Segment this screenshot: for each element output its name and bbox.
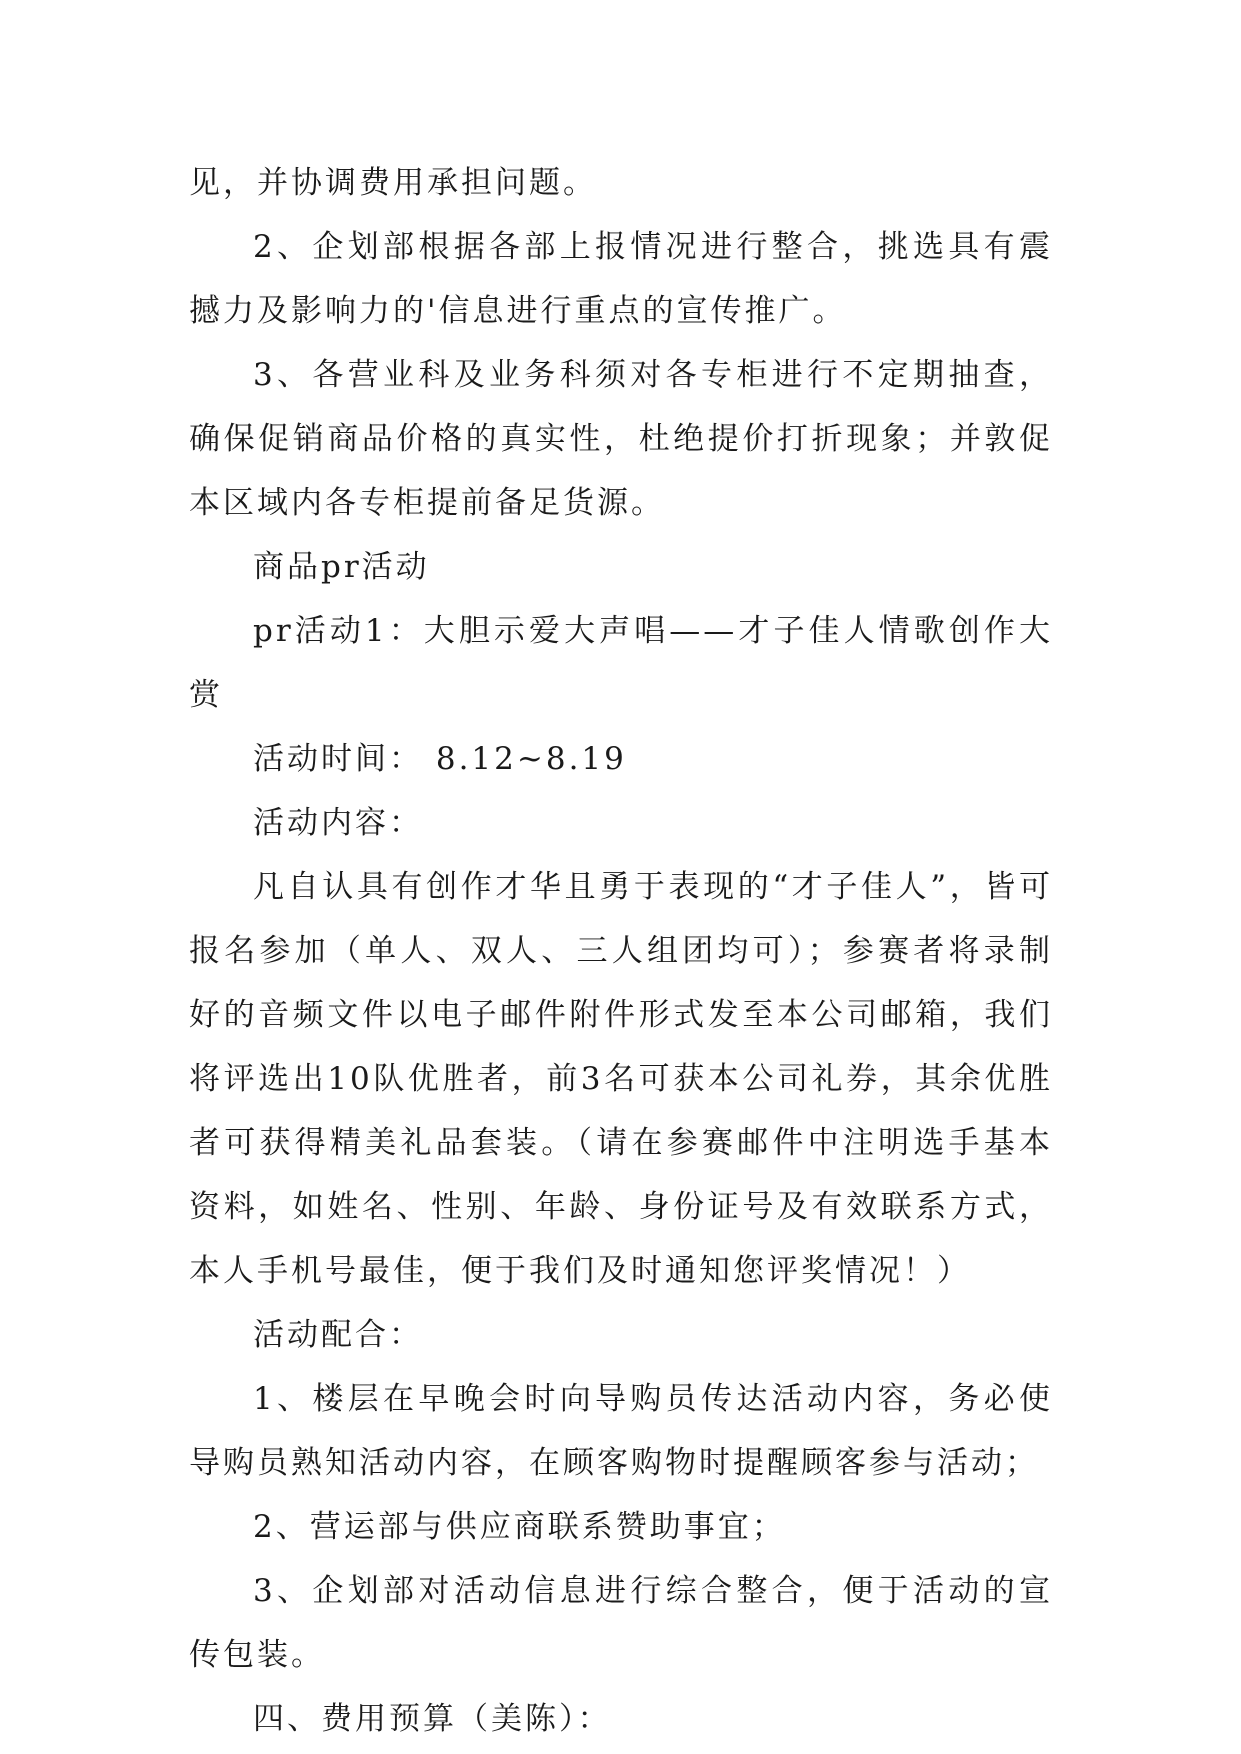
section-heading: 商品pr活动 xyxy=(253,549,430,585)
activity-coordination-label: 活动配合： xyxy=(253,1317,423,1353)
document-body xyxy=(189,151,1053,1751)
paragraph: 3、各营业科及业务科须对各专柜进行不定期抽查，确保促销商品价格的真实性，杜绝提价打折现象；并敦促本区域内各专柜提前备足货源。 xyxy=(189,357,1053,521)
paragraph: 凡自认具有创作才华且勇于表现的“才子佳人”，皆可报名参加（单人、双人、三人组团均可）；参赛者将录制好的音频文件以电子邮件附件形式发至本公司邮箱，我们将评选出10队优胜者，前3名可获本公司礼券，其余优胜者可获得精美礼品套装。（请在参赛邮件中注明选手基本资料，如姓名、性别、年龄、身份证号及有效联系方式，本人手机号最佳，便于我们及时通知您评奖情况！） xyxy=(189,869,1053,1289)
section-heading: 四、费用预算（美陈）： xyxy=(253,1701,612,1737)
activity-title: pr活动1：大胆示爱大声唱——才子佳人情歌创作大赏 xyxy=(189,613,1053,713)
paragraph: 2、营运部与供应商联系赞助事宜； xyxy=(253,1509,786,1545)
activity-time: 活动时间： 8.12~8.19 xyxy=(253,741,627,777)
paragraph: 2、企划部根据各部上报情况进行整合，挑选具有震撼力及影响力的'信息进行重点的宣传推广。 xyxy=(189,229,1053,329)
paragraph: 1、楼层在早晚会时向导购员传达活动内容，务必使导购员熟知活动内容，在顾客购物时提醒顾客参与活动； xyxy=(189,1381,1053,1481)
paragraph: 3、企划部对活动信息进行综合整合，便于活动的宣传包装。 xyxy=(189,1573,1053,1673)
paragraph: 见，并协调费用承担问题。 xyxy=(189,165,597,201)
activity-content-label: 活动内容： xyxy=(253,805,423,841)
